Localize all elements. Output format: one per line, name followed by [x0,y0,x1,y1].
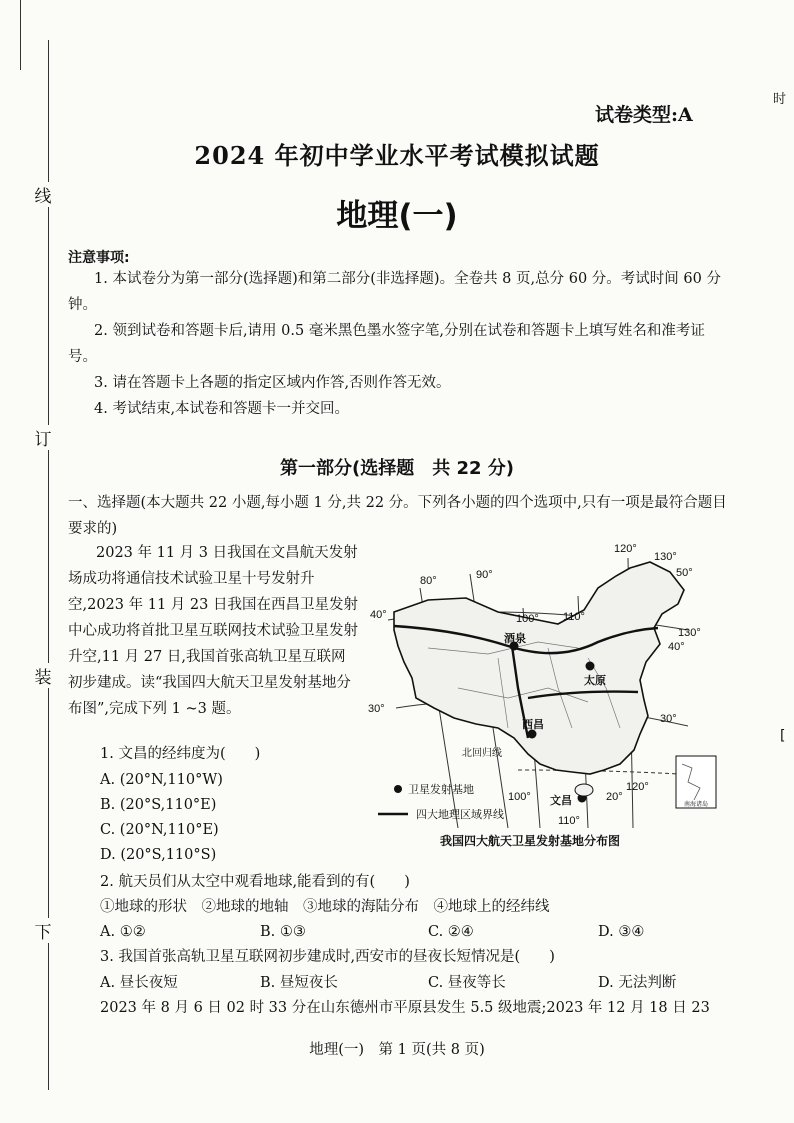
notice-item: 4. 考试结束,本试卷和答题卡一并交回。 [94,401,350,417]
map-label: 20° [606,791,623,803]
map-label: 80° [420,575,437,587]
inset-label: 南海诸岛 [684,802,709,808]
binding-label-line: 线 [30,182,56,207]
notice-heading: 注意事项: [68,250,130,266]
map-label: 30° [368,703,385,715]
map-label: 100° [508,791,531,803]
q3-options [100,970,740,996]
q2-option-c: C. ②④ [428,924,474,940]
question-3-stem: 3. 我国首张高轨卫星互联网初步建成时,西安市的昼夜长短情况是( ) [100,949,555,965]
tropic-label: 北回归线 [462,748,502,759]
q3-option-c: C. 昼夜等长 [428,975,506,991]
notice-item: 3. 请在答题卡上各题的指定区域内作答,否则作答无效。 [94,375,451,391]
map-label: 130° [654,551,677,563]
map-caption: 我国四大航天卫星发射基地分布图 [440,834,621,848]
notice-item: 2. 领到试卷和答题卡后,请用 0.5 毫米黑色墨水签字笔,分别在试卷和答题卡上填写姓名和准考证号。 [68,323,705,365]
question-2-stem: 2. 航天员们从太空中观看地球,能看到的有( ) [100,874,410,890]
question-1-stem: 1. 文昌的经纬度为( ) [100,746,261,762]
map-label: 30° [660,713,677,725]
legend-boundary-label: 四大地理区域界线 [416,809,504,821]
passage-text: 2023 年 11 月 3 日我国在文昌航天发射场成功将通信技术试验卫星十号发射升空,2023 年 11 月 23 日我国在西昌卫星发射中心成功将首批卫星互联网技术试验卫星发射升空,11 月 27 日,我国首张高轨卫星互联网初步建成。读“我国四大航天卫星发射基地分布图”,完成下列 1 ~3 题。 [68,545,358,717]
notice-item: 1. 本试卷分为第一部分(选择题)和第二部分(非选择题)。全卷共 8 页,总分 60 分。考试时间 60 分钟。 [68,271,721,313]
edge-mark-middle: [ [780,728,786,744]
site-label: 西昌 [522,719,544,731]
binding-label-down: 下 [30,918,56,943]
part-title: 第一部分(选择题 共 22 分) [279,458,515,479]
q2-option-b: B. ①③ [260,924,306,940]
q3-option-d: D. 无法判断 [598,975,677,991]
launch-site-map [358,538,718,830]
q3-option-a: A. 昼长夜短 [100,975,178,991]
map-label: 90° [476,569,493,581]
paper-type: 试卷类型:A [595,104,693,126]
map-label: 120° [614,543,637,555]
q2-options [100,919,740,945]
notice-list [68,266,724,422]
binding-label-bind: 装 [30,663,56,688]
map-label: 110° [563,611,585,623]
site-label: 太原 [584,675,606,687]
site-label: 文昌 [550,795,572,807]
q1-option-a: A. (20°N,110°W) [100,772,223,788]
map-label: 130° [678,627,701,639]
edge-mark-top: 时 [773,92,787,107]
q1-option-d: D. (20°S,110°S) [100,847,217,863]
map-label: 40° [668,641,685,653]
map-label: 120° [626,781,649,793]
q3-option-b: B. 昼短夜长 [260,975,338,991]
next-passage-start: 2023 年 8 月 6 日 02 时 33 分在山东德州市平原县发生 5.5 级地震;2023 年 12 月 18 日 23 [100,1000,710,1016]
map-label: 50° [676,567,693,579]
binding-line-top [20,0,21,70]
q2-option-d: D. ③④ [598,924,645,940]
legend-site-label: 卫星发射基地 [408,784,474,796]
q2-option-a: A. ①② [100,924,146,940]
page-footer: 地理(一) 第 1 页(共 8 页) [309,1042,485,1058]
question-2-items: ①地球的形状 ②地球的地轴 ③地球的海陆分布 ④地球上的经纬线 [100,899,550,915]
reading-passage [68,540,358,722]
map-label: 110° [558,815,580,827]
q1-option-b: B. (20°S,110°E) [100,797,217,813]
exam-title: 2024 年初中学业水平考试模拟试题 [194,141,600,170]
subject-title: 地理(一) [336,198,458,234]
q1-option-c: C. (20°N,110°E) [100,822,219,838]
site-label: 酒泉 [504,633,526,645]
map-label: 100° [516,613,539,625]
map-label: 40° [370,609,387,621]
binding-label-order: 订 [30,425,56,450]
section-instructions: 一、选择题(本大题共 22 小题,每小题 1 分,共 22 分。下列各小题的四个选项中,只有一项是最符合题目要求的) [68,495,727,537]
